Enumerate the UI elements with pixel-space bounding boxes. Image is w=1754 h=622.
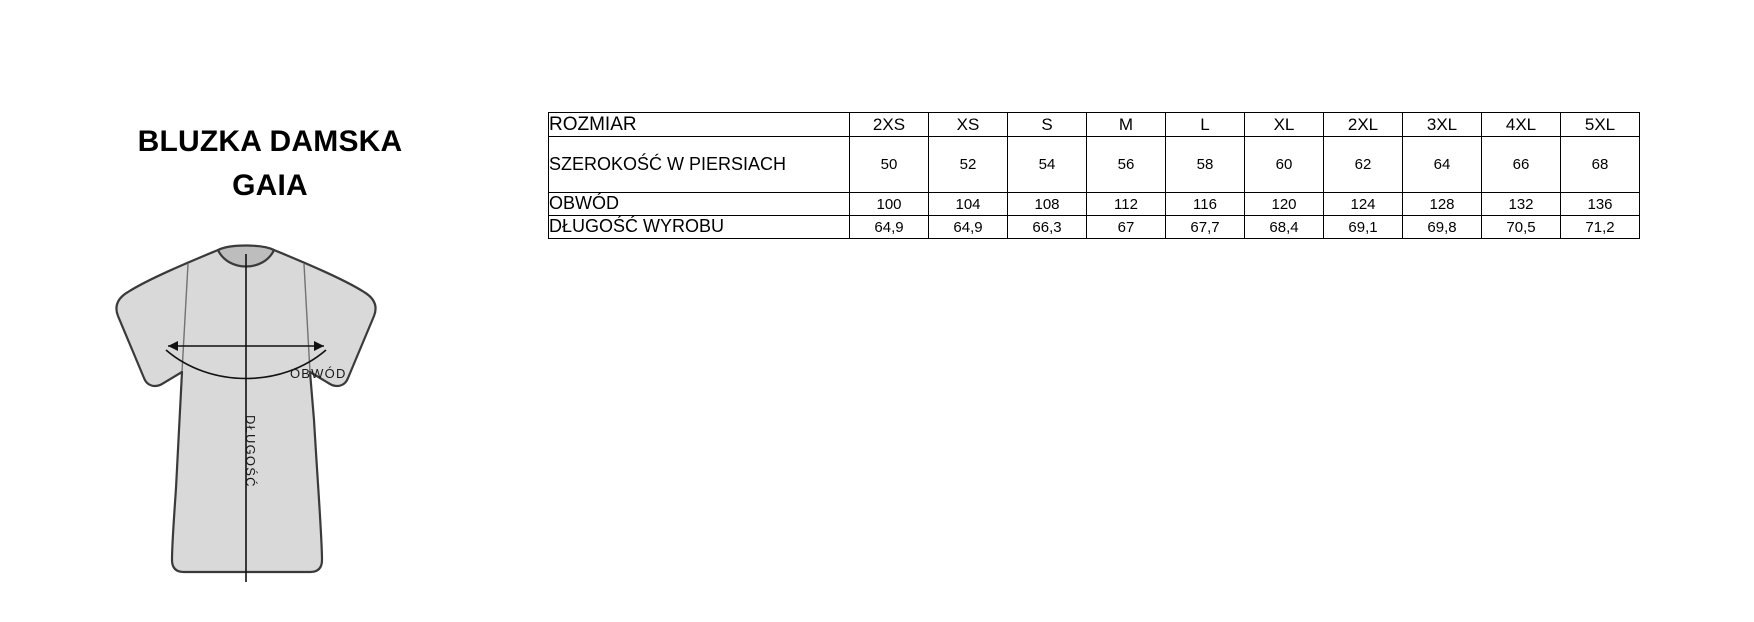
table-header-row [549,113,1640,137]
cell-length-3xl: 69,8 [1403,216,1482,239]
tshirt-diagram [110,238,430,586]
cell-circumference-l: 116 [1166,193,1245,216]
cell-chest-width-5xl: 68 [1561,137,1640,193]
table-header-size-2xl: 2XL [1324,113,1403,137]
cell-length-s: 66,3 [1008,216,1087,239]
table-header-size-s: S [1008,113,1087,137]
table-header-size-m: M [1087,113,1166,137]
table-header-size-4xl: 4XL [1482,113,1561,137]
cell-length-m: 67 [1087,216,1166,239]
cell-circumference-2xs: 100 [850,193,929,216]
cell-length-2xl: 69,1 [1324,216,1403,239]
product-title-line-2: GAIA [232,168,308,202]
diagram-label-chest: OBWÓD [290,366,347,381]
cell-circumference-m: 112 [1087,193,1166,216]
table-row [549,137,1640,193]
cell-circumference-xs: 104 [929,193,1008,216]
table-header-size-2xs: 2XS [850,113,929,137]
table-row [549,193,1640,216]
cell-chest-width-2xl: 62 [1324,137,1403,193]
cell-chest-width-xl: 60 [1245,137,1324,193]
table-header-size-3xl: 3XL [1403,113,1482,137]
cell-length-l: 67,7 [1166,216,1245,239]
cell-circumference-3xl: 128 [1403,193,1482,216]
cell-chest-width-s: 54 [1008,137,1087,193]
table-header-size-xl: XL [1245,113,1324,137]
table-header-size-xs: XS [929,113,1008,137]
cell-chest-width-4xl: 66 [1482,137,1561,193]
product-panel [0,0,540,622]
cell-circumference-5xl: 136 [1561,193,1640,216]
cell-length-4xl: 70,5 [1482,216,1561,239]
size-table [548,112,1640,239]
table-row [549,216,1640,239]
cell-length-5xl: 71,2 [1561,216,1640,239]
cell-circumference-4xl: 132 [1482,193,1561,216]
cell-chest-width-3xl: 64 [1403,137,1482,193]
cell-circumference-xl: 120 [1245,193,1324,216]
diagram-label-length: DŁUGOŚĆ [243,415,258,488]
cell-chest-width-2xs: 50 [850,137,929,193]
product-title-line-1: BLUZKA DAMSKA [137,125,403,158]
cell-circumference-2xl: 124 [1324,193,1403,216]
cell-length-xl: 68,4 [1245,216,1324,239]
row-label-chest-width: SZEROKOŚĆ W PIERSIACH [549,137,850,193]
cell-circumference-s: 108 [1008,193,1087,216]
row-label-circumference: OBWÓD [549,193,850,216]
size-chart [548,112,1640,239]
table-header-size-l: L [1166,113,1245,137]
cell-chest-width-l: 58 [1166,137,1245,193]
cell-length-2xs: 64,9 [850,216,929,239]
row-label-length: DŁUGOŚĆ WYROBU [549,216,850,239]
cell-chest-width-xs: 52 [929,137,1008,193]
cell-chest-width-m: 56 [1087,137,1166,193]
cell-length-xs: 64,9 [929,216,1008,239]
table-header-label: ROZMIAR [549,113,850,137]
page-title [0,120,540,207]
table-header-size-5xl: 5XL [1561,113,1640,137]
